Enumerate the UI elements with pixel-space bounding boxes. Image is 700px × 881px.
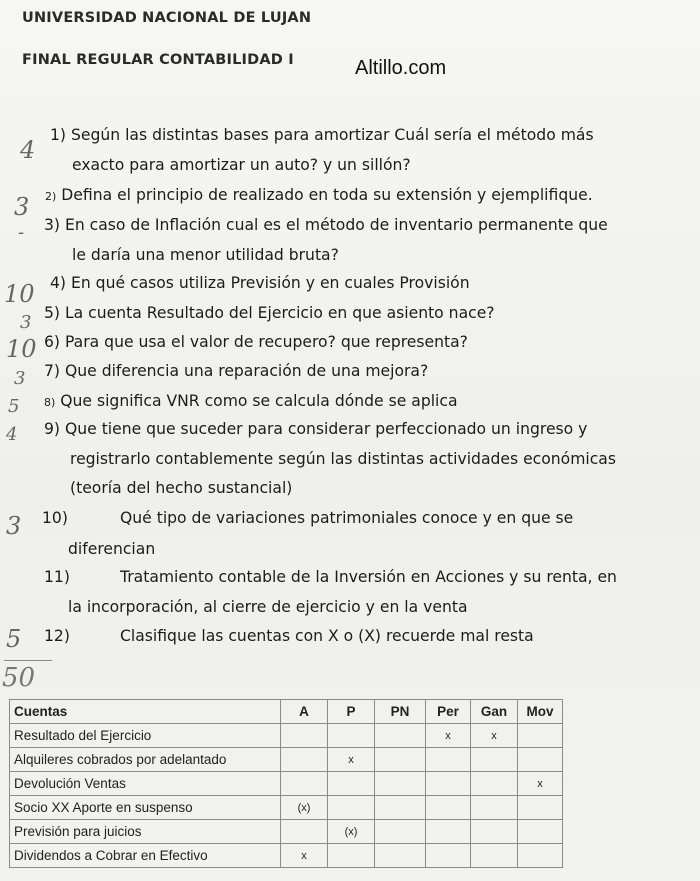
- total-divider: [4, 660, 52, 661]
- cell-mark: (x): [328, 820, 375, 844]
- row-label: Dividendos a Cobrar en Efectivo: [10, 844, 281, 868]
- university-title: UNIVERSIDAD NACIONAL DE LUJAN: [22, 10, 312, 26]
- cell-mark: [471, 748, 518, 772]
- grade-q7: 3: [14, 368, 26, 389]
- column-header-pn: PN: [375, 700, 426, 724]
- question-11-line2: la incorporación, al cierre de ejercicio y en la venta: [68, 598, 468, 616]
- cell-mark: [375, 748, 426, 772]
- cell-mark: [471, 796, 518, 820]
- cell-mark: [281, 724, 328, 748]
- total-grade: 50: [2, 663, 36, 693]
- watermark: Altillo.com: [355, 57, 447, 79]
- cell-mark: [328, 844, 375, 868]
- question-4: 4) En qué casos utiliza Previsión y en cuales Provisión: [50, 274, 470, 292]
- column-header-a: A: [281, 700, 328, 724]
- question-10-line2: diferencian: [68, 540, 156, 558]
- cell-mark: x: [328, 748, 375, 772]
- column-header-mov: Mov: [518, 700, 563, 724]
- column-header-cuentas: Cuentas: [10, 700, 281, 724]
- cell-mark: [426, 772, 471, 796]
- table-row: [10, 820, 563, 844]
- exam-title: FINAL REGULAR CONTABILIDAD I: [22, 52, 294, 68]
- cell-mark: [375, 724, 426, 748]
- question-9-line3: (teoría del hecho sustancial): [70, 479, 293, 497]
- cell-mark: [328, 724, 375, 748]
- cell-mark: [375, 844, 426, 868]
- question-9-line2: registrarlo contablemente según las distintas actividades económicas: [70, 450, 616, 468]
- column-header-per: Per: [426, 700, 471, 724]
- grade-q9: 4: [6, 424, 18, 445]
- grade-q2: 3: [14, 193, 30, 221]
- cell-mark: x: [281, 844, 328, 868]
- cell-mark: [471, 844, 518, 868]
- question-5: 5) La cuenta Resultado del Ejercicio en que asiento nace?: [44, 304, 495, 322]
- cell-mark: x: [471, 724, 518, 748]
- grade-q10: 3: [6, 512, 22, 540]
- row-label: Socio XX Aporte en suspenso: [10, 796, 281, 820]
- question-2: 2) Defina el principio de realizado en toda su extensión y ejemplifique.: [45, 186, 593, 204]
- grade-q3: -: [18, 222, 25, 243]
- question-8: 8) Que significa VNR como se calcula dónde se aplica: [44, 392, 458, 410]
- row-label: Devolución Ventas: [10, 772, 281, 796]
- question-3: 3) En caso de Inflación cual es el método de inventario permanente que: [44, 216, 608, 234]
- cell-mark: [518, 820, 563, 844]
- cell-mark: [471, 820, 518, 844]
- cell-mark: [518, 724, 563, 748]
- question-11: Tratamiento contable de la Inversión en Acciones y su renta, en: [120, 568, 617, 586]
- table-row: [10, 748, 563, 772]
- cell-mark: [281, 820, 328, 844]
- table-header-row: [10, 700, 563, 724]
- cell-mark: (x): [281, 796, 328, 820]
- table-row: [10, 772, 563, 796]
- cell-mark: [281, 748, 328, 772]
- question-12-num: 12): [44, 627, 70, 645]
- grade-q6: 10: [6, 335, 37, 363]
- question-3-line2: le daría una menor utilidad bruta?: [72, 246, 339, 264]
- question-10: Qué tipo de variaciones patrimoniales conoce y en que se: [120, 509, 574, 527]
- question-9: 9) Que tiene que suceder para considerar perfeccionado un ingreso y: [44, 420, 588, 438]
- question-7: 7) Que diferencia una reparación de una mejora?: [44, 362, 429, 380]
- grade-q8: 5: [8, 396, 20, 417]
- cell-mark: [328, 796, 375, 820]
- cell-mark: [375, 796, 426, 820]
- cell-mark: [518, 796, 563, 820]
- row-label: Alquileres cobrados por adelantado: [10, 748, 281, 772]
- question-12: Clasifique las cuentas con X o (X) recuerde mal resta: [120, 627, 534, 645]
- question-11-num: 11): [44, 568, 70, 586]
- cell-mark: [518, 748, 563, 772]
- cell-mark: [375, 820, 426, 844]
- cell-mark: x: [518, 772, 563, 796]
- cell-mark: [375, 772, 426, 796]
- cell-mark: x: [426, 724, 471, 748]
- accounts-table: [9, 699, 563, 868]
- table-row: [10, 724, 563, 748]
- cell-mark: [426, 844, 471, 868]
- grade-q5: 3: [20, 312, 32, 333]
- cell-mark: [518, 844, 563, 868]
- grade-q4: 10: [4, 280, 35, 308]
- question-1-line2: exacto para amortizar un auto? y un sillón?: [72, 156, 411, 174]
- cell-mark: [426, 820, 471, 844]
- cell-mark: [328, 772, 375, 796]
- question-6: 6) Para que usa el valor de recupero? que representa?: [44, 333, 468, 351]
- cell-mark: [426, 748, 471, 772]
- cell-mark: [471, 772, 518, 796]
- table-row: [10, 796, 563, 820]
- question-10-num: 10): [42, 509, 68, 527]
- question-1: 1) Según las distintas bases para amortizar Cuál sería el método más: [50, 126, 594, 144]
- grade-q1: 4: [20, 136, 36, 164]
- column-header-p: P: [328, 700, 375, 724]
- column-header-gan: Gan: [471, 700, 518, 724]
- table-row: [10, 844, 563, 868]
- row-label: Resultado del Ejercicio: [10, 724, 281, 748]
- row-label: Previsión para juicios: [10, 820, 281, 844]
- grade-q12: 5: [6, 625, 22, 653]
- cell-mark: [426, 796, 471, 820]
- cell-mark: [281, 772, 328, 796]
